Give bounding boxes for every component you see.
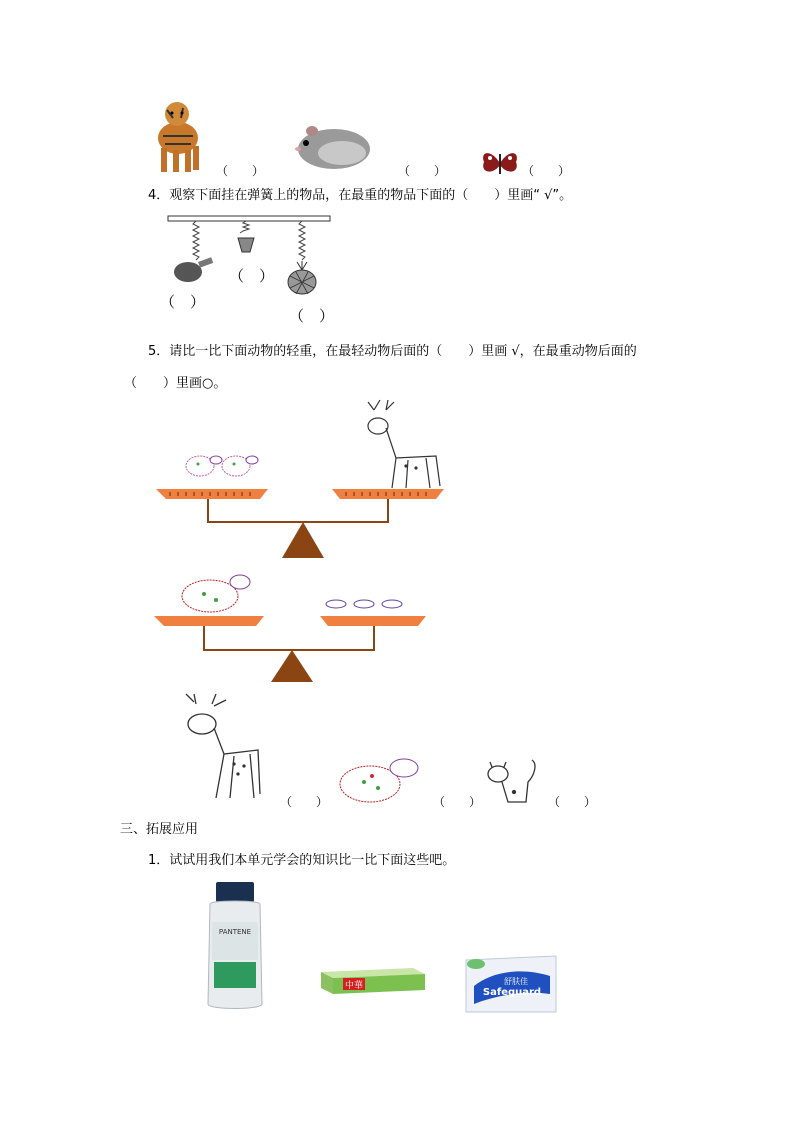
soap-brand-cn: 舒肤佳 (504, 977, 528, 986)
question-5-line2: （ ）里画○。 (124, 376, 227, 391)
pineapple-object (288, 261, 316, 294)
small-object (238, 238, 254, 252)
tiger-image (153, 98, 203, 174)
balance-2 (154, 566, 434, 686)
hamster-image (282, 111, 382, 173)
deer-icon (368, 400, 440, 488)
scale-blank-right[interactable]: （ ） (289, 307, 335, 325)
toothpaste-brand: 中華 (344, 981, 364, 991)
butterfly-image (480, 148, 520, 178)
hamster-answer-blank[interactable]: （ ） (398, 164, 447, 178)
soap-box-image (464, 954, 558, 1014)
mice-icon (326, 600, 402, 608)
shampoo-bottle-image (204, 882, 268, 1012)
toothpaste-box-image (321, 964, 425, 994)
soap-brand-en: Safeguard (482, 987, 542, 998)
drumstick-object (174, 257, 213, 282)
scale-blank-left[interactable]: （ ） (160, 293, 206, 311)
sheep-answer-blank[interactable]: （ ） (433, 795, 482, 809)
question-4-text: 4．观察下面挂在弹簧上的物品，在最重的物品下面的（ ）里画“ √”。 (148, 188, 573, 203)
shampoo-brand: PANTENE (218, 928, 252, 936)
question-5-line1: 5．请比一比下面动物的轻重，在最轻动物后面的（ ）里画 √，在最重动物后面的 (148, 344, 637, 359)
sheep-icon (182, 575, 250, 612)
section-3-title: 三、拓展应用 (120, 822, 199, 837)
balance-1 (156, 398, 456, 558)
butterfly-answer-blank[interactable]: （ ） (522, 164, 571, 178)
scale-blank-middle[interactable]: （ ） (229, 267, 275, 285)
sheep-large-image (336, 750, 426, 806)
tiger-answer-blank[interactable]: （ ） (216, 164, 265, 178)
cat-image (486, 758, 540, 808)
deer-large-image (174, 694, 264, 804)
cat-answer-blank[interactable]: （ ） (548, 795, 597, 809)
deer-answer-blank[interactable]: （ ） (280, 795, 329, 809)
section-3-question-1: 1．试试用我们本单元学会的知识比一比下面这些吧。 (148, 853, 456, 868)
sheep-pair-icon (186, 456, 258, 476)
